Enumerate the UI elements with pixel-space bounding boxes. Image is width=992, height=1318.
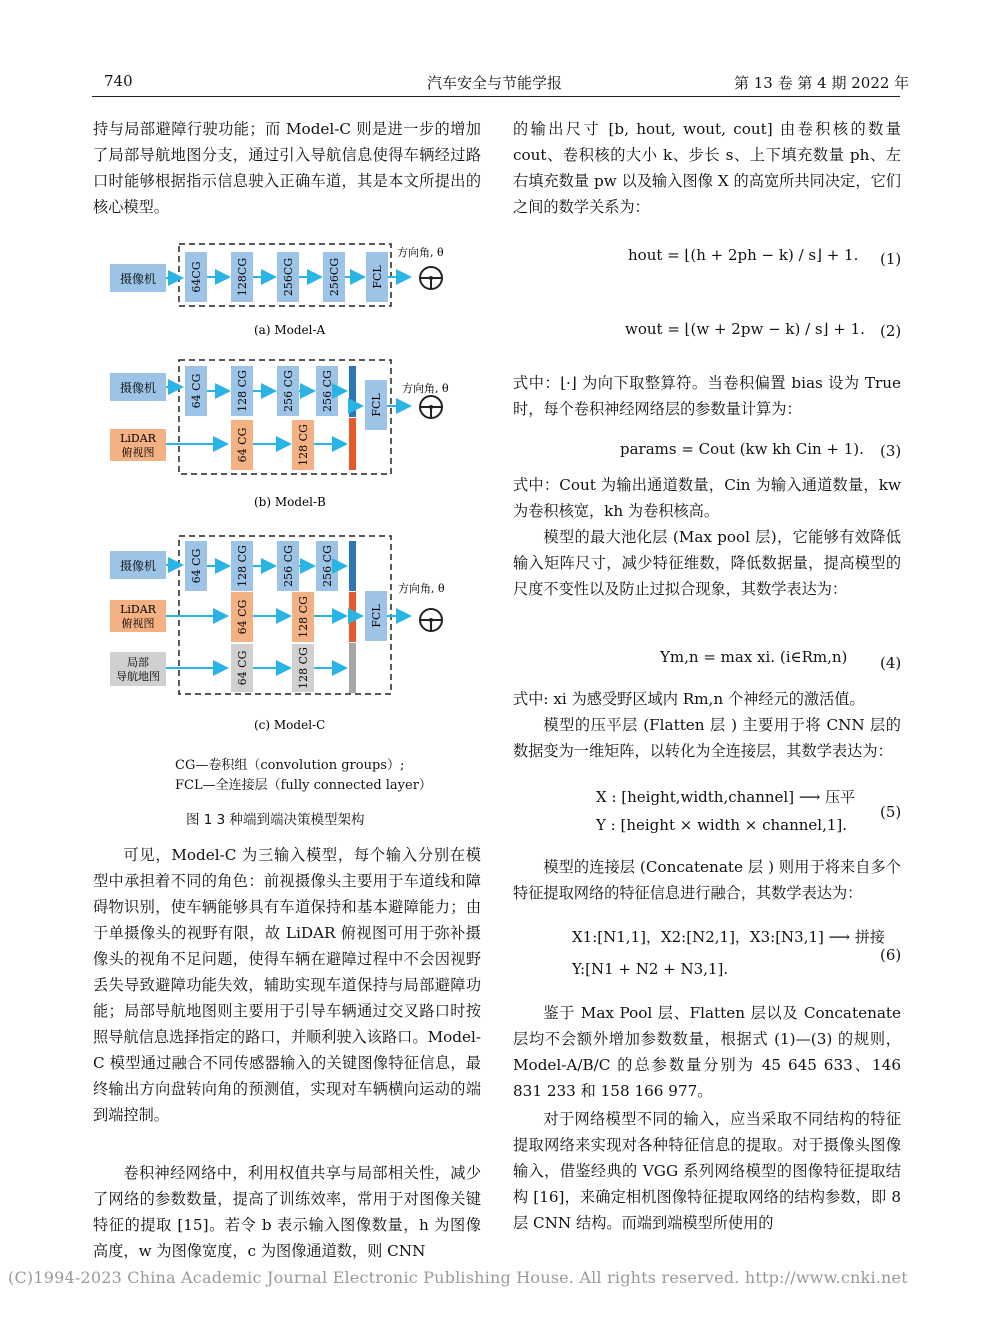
header-rule [92, 96, 900, 97]
model-c-cg-1: 64 CG [190, 548, 203, 584]
issue-info: 第 13 卷 第 4 期 2022 年 [734, 74, 910, 92]
model-a-cg-blocks [185, 252, 410, 302]
equation-4: Ym,n = max xi. (i∈Rm,n) [660, 648, 848, 666]
model-a-cg-3: 256CG [282, 257, 295, 297]
model-c-lcg-2: 128 CG [297, 596, 310, 638]
model-architecture-diagram [92, 236, 492, 736]
journal-title: 汽车安全与节能学报 [427, 74, 563, 92]
model-a-camera-label: 摄像机 [119, 272, 157, 286]
model-b-cg-1: 64 CG [190, 373, 203, 409]
model-c-cg-4: 256 CG [321, 545, 334, 587]
model-c-concat-bar-nav [349, 643, 356, 693]
model-a-fcl: FCL [371, 265, 384, 289]
paragraph-output-size: 的输出尺寸 [b, hout, wout, cout] 由卷积核的数量 cout、卷积核的大小 k、步长 s、上下填充数量 ph、左右填充数量 pw 以及输入图像 X 的高宽所共同决定，它们之间的数学关系为： [513, 120, 901, 216]
model-c-lcg-1: 64 CG [236, 599, 249, 635]
model-b-fcl: FCL [370, 393, 383, 417]
model-c-ncg-1: 64 CG [236, 650, 249, 686]
model-c-nav-label-1: 局部 [127, 656, 149, 669]
model-a-cg-4: 256CG [328, 257, 341, 297]
page-number: 740 [104, 72, 133, 90]
model-b-cg-3: 256 CG [282, 370, 295, 412]
equation-2: wout = ⌊(w + 2pw − k) / s⌋ + 1. [625, 320, 865, 338]
equation-6-number: (6) [880, 946, 902, 964]
paragraph-param-defs: 式中：Cout 为输出通道数量，Cin 为输入通道数量，kw 为卷积核宽，kh 为卷积核高。 [513, 476, 901, 520]
equation-6-line-1: X1:[N1,1]，X2:[N2,1]，X3:[N3,1] ⟶ 拼接 [572, 928, 885, 946]
copyright-footer: (C)1994-2023 China Academic Journal Electronic Publishing House. All rights reserved. http://www.cnki.net [8, 1268, 908, 1287]
equation-5-number: (5) [880, 803, 902, 821]
paragraph-flatten: 模型的压平层 (Flatten 层 ) 主要用于将 CNN 层的数据变为一维矩阵，以转化为全连接层，其数学表达为： [513, 716, 901, 760]
model-c-cg-3: 256 CG [282, 545, 295, 587]
model-a-caption: (a) Model-A [254, 323, 326, 337]
paragraph-feature-extraction: 对于网络模型不同的输入，应当采取不同结构的特征提取网络来实现对各种特征信息的提取。对于摄像头图像输入，借鉴经典的 VGG 系列网络模型的图像特征提取结构 [16]，来确定相机图像特征提取网络的结构参数，即 8 层 CNN 结构。而端到端模型所使用的 [513, 1110, 901, 1232]
model-b-cg-2: 128 CG [236, 370, 249, 412]
model-c-steer-label: 方向角, θ [398, 582, 445, 595]
figure-legend-cg: CG—卷积组（convolution groups）; [175, 758, 405, 773]
equation-4-number: (4) [880, 654, 902, 672]
intro-paragraph: 持与局部避障行驶功能；而 Model-C 则是进一步的增加了局部导航地图分支，通过引入导航信息使得车辆经过路口时能够根据指示信息驶入正确车道，其是本文所提出的核心模型。 [93, 120, 481, 216]
model-b-steering-wheel-icon [420, 396, 442, 418]
equation-5-line-2: Y : [height × width × channel,1]. [596, 816, 848, 834]
model-c-lidar-label-2: 俯视图 [121, 617, 155, 630]
equation-3: params = Cout (kw kh Cin + 1). [620, 440, 864, 458]
model-c-lidar-label-1: LiDAR [120, 603, 156, 616]
figure-1 [92, 236, 492, 736]
paragraph-param-counts: 鉴于 Max Pool 层、Flatten 层以及 Concatenate 层均不会额外增加参数数量，根据式 (1)—(3) 的规则，Model-A/B/C 的总参数量分别为 45 645 633、146 831 233 和 158 166 977。 [513, 1004, 901, 1100]
model-b-concat-bar-camera [349, 366, 356, 417]
paragraph-model-c: 可见，Model-C 为三输入模型，每个输入分别在模型中承担着不同的角色：前视摄像头主要用于车道线和障碍物识别，使车辆能够具有车道保持和基本避障能力；由于单摄像头的视野有限，故 LiDAR 俯视图可用于弥补摄像头的视角不足问题，使得车辆在避障过程中不会因视野丢失导致避障功能失效，辅助实现车道保持与局部避障功能；局部导航地图则主要用于引导车辆通过交叉路口时按照导航信息选择指定的路口，并顺利驶入该路口。Model-C 模型通过融合不同传感器输入的关键图像特征信息，最终输出方向盘转向角的预测值，实现对车辆横向运动的端到端控制。 [93, 846, 481, 1124]
paragraph-floor-op: 式中：⌊·⌋ 为向下取整算符。当卷积偏置 bias 设为 True 时，每个卷积神经网络层的参数量计算为： [513, 374, 901, 418]
model-c-caption: (c) Model-C [254, 718, 326, 732]
equation-2-number: (2) [880, 322, 902, 340]
equation-1-number: (1) [880, 250, 902, 268]
model-b-lcg-2: 128 CG [297, 424, 310, 466]
model-c-concat-bar-camera [349, 541, 356, 591]
model-b-lcg-1: 64 CG [236, 427, 249, 463]
model-a-cg-2: 128CG [236, 257, 249, 297]
model-c-fcl: FCL [370, 604, 383, 628]
model-b-camera-label: 摄像机 [119, 381, 157, 395]
equation-1: hout = ⌊(h + 2ph − k) / s⌋ + 1. [628, 246, 859, 264]
model-b-concat-bar-lidar [349, 418, 356, 470]
model-a-steer-label: 方向角, θ [397, 246, 444, 259]
equation-5-line-1: X : [height,width,channel] ⟶ 压平 [596, 788, 856, 806]
figure-legend-fcl: FCL—全连接层（fully connected layer） [175, 778, 432, 793]
equation-6-line-2: Y:[N1 + N2 + N3,1]. [572, 960, 729, 978]
model-c-concat-bar-lidar [349, 592, 356, 642]
equation-3-number: (3) [880, 442, 902, 460]
model-b-lidar-label-1: LiDAR [120, 432, 156, 445]
model-b-steer-label: 方向角, θ [402, 382, 449, 395]
model-a-steering-wheel-icon [420, 267, 442, 289]
model-c-camera-label: 摄像机 [119, 559, 157, 573]
figure-title: 图 1 3 种端到端决策模型架构 [186, 812, 365, 828]
paragraph-concatenate: 模型的连接层 (Concatenate 层 ) 则用于将来自多个特征提取网络的特征信息进行融合，其数学表达为： [513, 858, 901, 902]
model-c-steering-wheel-icon [420, 609, 442, 631]
model-c-nav-label-2: 导航地图 [116, 670, 160, 683]
model-b-caption: (b) Model-B [254, 495, 326, 509]
model-b-cg-4: 256 CG [321, 370, 334, 412]
paragraph-cnn: 卷积神经网络中，利用权值共享与局部相关性，减少了网络的参数数量，提高了训练效率，常用于对图像关键特征的提取 [15]。若令 b 表示输入图像数量，h 为图像高度，w 为图像宽度，c 为图像通道数，则 CNN [93, 1164, 481, 1260]
model-c-ncg-2: 128 CG [297, 647, 310, 689]
paragraph-maxpool: 模型的最大池化层 (Max pool 层)，它能够有效降低输入矩阵尺寸，减少特征维数，降低数据量，提高模型的尺度不变性以及防止过拟合现象，其数学表达为： [513, 528, 901, 598]
model-b-lidar-label-2: 俯视图 [121, 446, 155, 459]
model-a-cg-1: 64CG [190, 261, 203, 293]
model-c-cg-2: 128 CG [236, 545, 249, 587]
paragraph-activation: 式中: xi 为感受野区域内 Rm,n 个神经元的激活值。 [513, 690, 865, 708]
